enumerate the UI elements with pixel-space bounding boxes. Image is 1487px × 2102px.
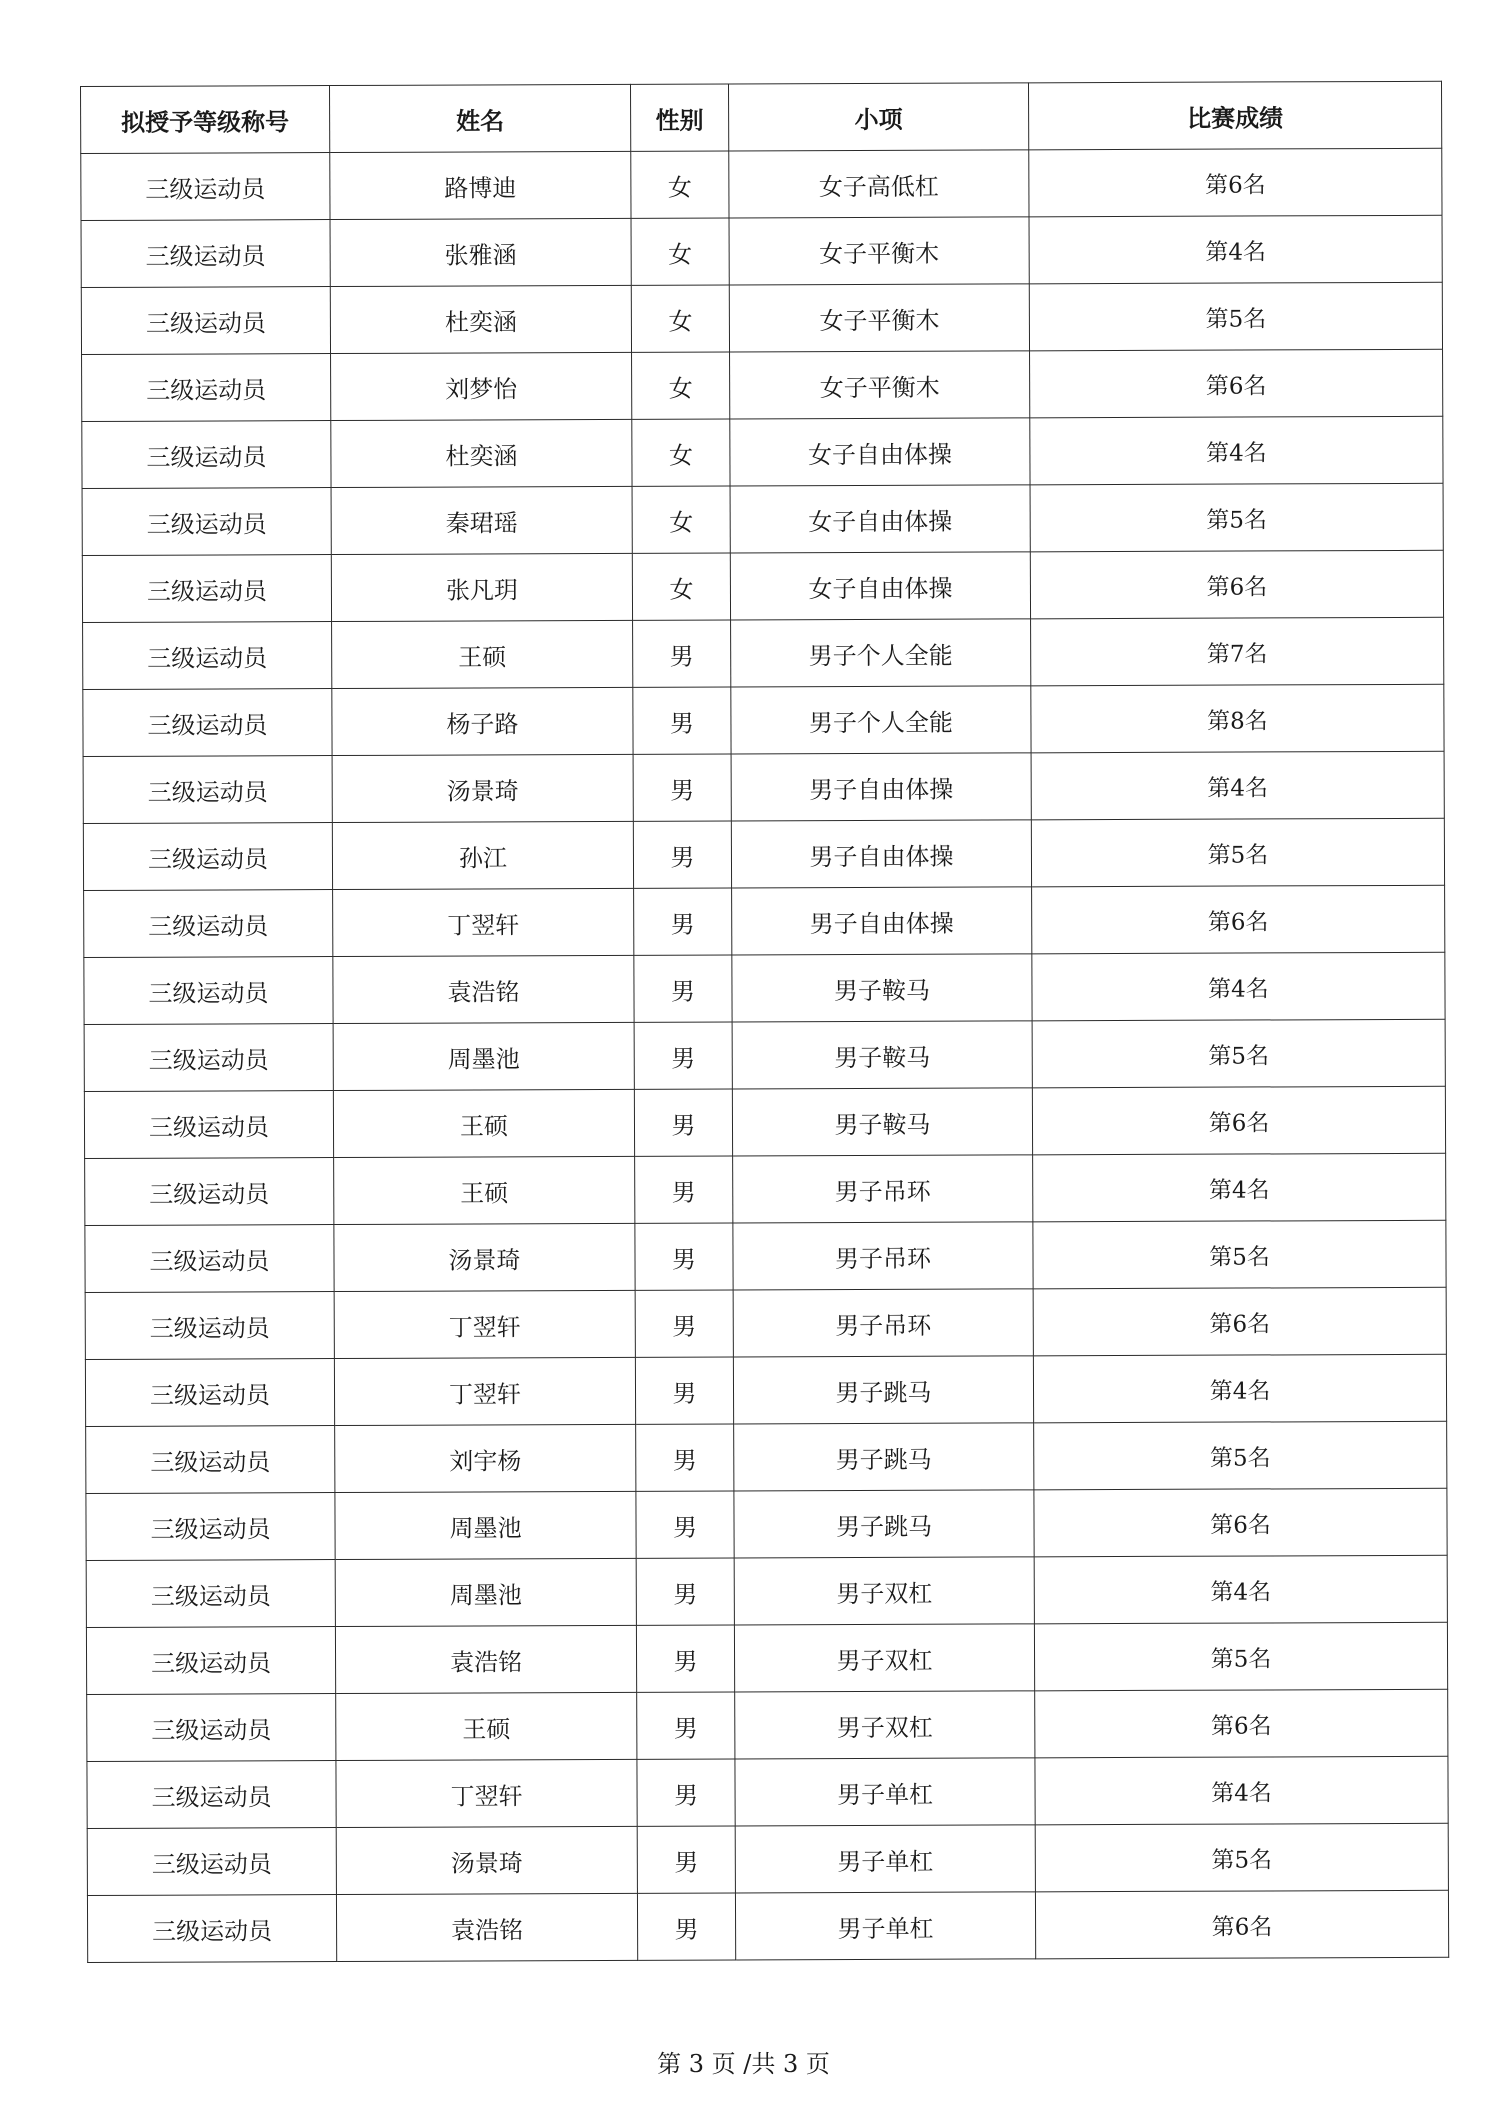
cell-gender: 男 — [635, 1223, 733, 1290]
table-row — [84, 1019, 1445, 1091]
cell-event: 男子双杠 — [735, 1691, 1035, 1759]
table-row — [84, 1086, 1445, 1158]
cell-result: 第6名 — [1032, 1086, 1445, 1155]
cell-result: 第6名 — [1030, 349, 1443, 418]
cell-gender: 女 — [632, 352, 730, 419]
cell-grade-title: 三级运动员 — [83, 689, 332, 757]
cell-event: 男子鞍马 — [732, 1021, 1032, 1089]
header-name: 姓名 — [330, 84, 631, 152]
cell-grade-title: 三级运动员 — [87, 1761, 336, 1829]
cell-result: 第4名 — [1029, 215, 1442, 284]
table-row — [82, 416, 1443, 488]
cell-event: 男子跳马 — [734, 1490, 1034, 1558]
cell-gender: 男 — [633, 620, 731, 687]
cell-grade-title: 三级运动员 — [83, 622, 332, 690]
cell-event: 男子鞍马 — [732, 1088, 1032, 1156]
cell-name: 张凡玥 — [331, 553, 632, 621]
cell-name: 杜奕涵 — [331, 419, 632, 487]
cell-name: 张雅涵 — [330, 218, 631, 286]
cell-event: 女子平衡木 — [730, 351, 1030, 419]
cell-name: 杨子路 — [332, 687, 633, 755]
cell-result: 第6名 — [1035, 1689, 1448, 1758]
cell-result: 第6名 — [1034, 1488, 1447, 1557]
table-row — [82, 483, 1443, 555]
cell-grade-title: 三级运动员 — [87, 1828, 336, 1896]
cell-result: 第7名 — [1031, 617, 1444, 686]
cell-gender: 男 — [637, 1893, 735, 1960]
cell-gender: 女 — [631, 218, 729, 285]
cell-grade-title: 三级运动员 — [84, 957, 333, 1025]
table-row — [84, 885, 1445, 957]
cell-event: 男子个人全能 — [731, 619, 1031, 687]
cell-gender: 男 — [637, 1692, 735, 1759]
cell-grade-title: 三级运动员 — [81, 220, 330, 288]
cell-event: 女子自由体操 — [730, 485, 1030, 553]
cell-name: 汤景琦 — [336, 1826, 637, 1894]
cell-name: 周墨池 — [333, 1022, 634, 1090]
cell-name: 汤景琦 — [334, 1223, 635, 1291]
cell-result: 第4名 — [1030, 416, 1443, 485]
table-body — [81, 148, 1449, 1962]
cell-grade-title: 三级运动员 — [85, 1158, 334, 1226]
cell-event: 女子高低杠 — [729, 150, 1029, 218]
cell-event: 男子吊环 — [733, 1289, 1033, 1357]
header-result: 比赛成绩 — [1028, 81, 1441, 150]
cell-result: 第5名 — [1029, 282, 1442, 351]
cell-name: 袁浩铭 — [333, 955, 634, 1023]
header-grade-title: 拟授予等级称号 — [81, 86, 330, 154]
table-row — [82, 550, 1443, 622]
cell-result: 第6名 — [1030, 550, 1443, 619]
cell-gender: 男 — [633, 821, 731, 888]
cell-grade-title: 三级运动员 — [84, 1091, 333, 1159]
cell-result: 第8名 — [1031, 684, 1444, 753]
table-row — [84, 952, 1445, 1024]
cell-result: 第5名 — [1034, 1421, 1447, 1490]
table-row — [86, 1421, 1447, 1493]
cell-gender: 男 — [636, 1424, 734, 1491]
cell-event: 女子平衡木 — [729, 217, 1029, 285]
cell-name: 丁翌轩 — [333, 888, 634, 956]
cell-gender: 男 — [637, 1826, 735, 1893]
cell-event: 男子单杠 — [735, 1758, 1035, 1826]
cell-grade-title: 三级运动员 — [81, 153, 330, 221]
cell-grade-title: 三级运动员 — [87, 1694, 336, 1762]
table-row — [86, 1488, 1447, 1560]
page-number-footer: 第 3 页 /共 3 页 — [657, 2050, 830, 2078]
header-event: 小项 — [728, 83, 1028, 151]
cell-name: 丁翌轩 — [334, 1357, 635, 1425]
cell-name: 刘梦怡 — [331, 352, 632, 420]
cell-name: 路博迪 — [330, 151, 631, 219]
cell-gender: 女 — [632, 419, 730, 486]
cell-name: 王硕 — [334, 1156, 635, 1224]
cell-result: 第6名 — [1029, 148, 1442, 217]
cell-gender: 女 — [632, 486, 730, 553]
cell-event: 男子鞍马 — [732, 954, 1032, 1022]
cell-grade-title: 三级运动员 — [86, 1627, 335, 1695]
cell-gender: 女 — [631, 285, 729, 352]
cell-name: 丁翌轩 — [334, 1290, 635, 1358]
cell-grade-title: 三级运动员 — [83, 756, 332, 824]
cell-result: 第5名 — [1033, 1220, 1446, 1289]
cell-result: 第6名 — [1032, 885, 1445, 954]
cell-gender: 男 — [634, 888, 732, 955]
cell-grade-title: 三级运动员 — [85, 1359, 334, 1427]
cell-grade-title: 三级运动员 — [85, 1292, 334, 1360]
table-row — [83, 684, 1444, 756]
cell-event: 女子自由体操 — [730, 552, 1030, 620]
cell-event: 男子双杠 — [734, 1557, 1034, 1625]
cell-result: 第6名 — [1035, 1890, 1448, 1959]
cell-name: 秦珺瑶 — [331, 486, 632, 554]
cell-event: 女子自由体操 — [730, 418, 1030, 486]
cell-gender: 男 — [636, 1625, 734, 1692]
cell-name: 周墨池 — [335, 1558, 636, 1626]
cell-name: 孙江 — [332, 821, 633, 889]
cell-event: 男子跳马 — [733, 1356, 1033, 1424]
cell-gender: 男 — [633, 754, 731, 821]
cell-grade-title: 三级运动员 — [86, 1426, 335, 1494]
cell-grade-title: 三级运动员 — [82, 555, 331, 623]
cell-grade-title: 三级运动员 — [84, 890, 333, 958]
table-row — [85, 1220, 1446, 1292]
cell-name: 杜奕涵 — [330, 285, 631, 353]
table-header-row — [81, 81, 1442, 153]
cell-gender: 男 — [634, 1022, 732, 1089]
cell-result: 第4名 — [1035, 1756, 1448, 1825]
cell-grade-title: 三级运动员 — [87, 1895, 336, 1963]
table-row — [87, 1756, 1448, 1828]
table-row — [87, 1890, 1448, 1962]
cell-name: 袁浩铭 — [335, 1625, 636, 1693]
cell-gender: 女 — [631, 151, 729, 218]
cell-gender: 男 — [635, 1357, 733, 1424]
cell-grade-title: 三级运动员 — [85, 1225, 334, 1293]
cell-grade-title: 三级运动员 — [86, 1560, 335, 1628]
cell-grade-title: 三级运动员 — [82, 421, 331, 489]
cell-name: 刘宇杨 — [335, 1424, 636, 1492]
cell-grade-title: 三级运动员 — [86, 1493, 335, 1561]
cell-grade-title: 三级运动员 — [82, 488, 331, 556]
table-row — [82, 349, 1443, 421]
cell-result: 第4名 — [1033, 1354, 1446, 1423]
cell-result: 第5名 — [1035, 1823, 1448, 1892]
cell-name: 王硕 — [336, 1692, 637, 1760]
table-row — [81, 148, 1442, 220]
cell-result: 第5名 — [1031, 818, 1444, 887]
cell-result: 第6名 — [1033, 1287, 1446, 1356]
cell-gender: 男 — [636, 1558, 734, 1625]
cell-gender: 男 — [634, 1089, 732, 1156]
cell-event: 男子自由体操 — [731, 753, 1031, 821]
table-row — [86, 1622, 1447, 1694]
cell-name: 丁翌轩 — [336, 1759, 637, 1827]
table-row — [83, 751, 1444, 823]
table-row — [81, 282, 1442, 354]
cell-event: 男子双杠 — [734, 1624, 1034, 1692]
table-row — [86, 1555, 1447, 1627]
cell-gender: 男 — [635, 1290, 733, 1357]
cell-event: 男子跳马 — [734, 1423, 1034, 1491]
cell-event: 男子单杠 — [735, 1825, 1035, 1893]
cell-gender: 男 — [635, 1156, 733, 1223]
cell-grade-title: 三级运动员 — [84, 1024, 333, 1092]
table-row — [81, 215, 1442, 287]
cell-result: 第4名 — [1031, 751, 1444, 820]
cell-grade-title: 三级运动员 — [81, 287, 330, 355]
cell-grade-title: 三级运动员 — [83, 823, 332, 891]
table-row — [87, 1689, 1448, 1761]
cell-event: 男子吊环 — [733, 1155, 1033, 1223]
cell-event: 男子个人全能 — [731, 686, 1031, 754]
cell-event: 男子自由体操 — [731, 820, 1031, 888]
cell-grade-title: 三级运动员 — [82, 354, 331, 422]
cell-event: 女子平衡木 — [729, 284, 1029, 352]
cell-result: 第5名 — [1034, 1622, 1447, 1691]
cell-name: 汤景琦 — [332, 754, 633, 822]
cell-gender: 男 — [633, 687, 731, 754]
cell-event: 男子自由体操 — [732, 887, 1032, 955]
cell-gender: 男 — [634, 955, 732, 1022]
cell-gender: 男 — [637, 1759, 735, 1826]
cell-gender: 女 — [632, 553, 730, 620]
table-row — [85, 1287, 1446, 1359]
table-row — [83, 617, 1444, 689]
cell-name: 周墨池 — [335, 1491, 636, 1559]
table-row — [85, 1153, 1446, 1225]
cell-result: 第4名 — [1034, 1555, 1447, 1624]
cell-gender: 男 — [636, 1491, 734, 1558]
header-gender: 性别 — [630, 84, 728, 151]
cell-result: 第5名 — [1030, 483, 1443, 552]
cell-result: 第4名 — [1032, 952, 1445, 1021]
cell-event: 男子单杠 — [735, 1892, 1035, 1960]
athlete-grade-table — [80, 81, 1449, 1963]
cell-result: 第4名 — [1033, 1153, 1446, 1222]
cell-name: 王硕 — [333, 1089, 634, 1157]
cell-name: 王硕 — [332, 620, 633, 688]
table-row — [83, 818, 1444, 890]
cell-name: 袁浩铭 — [336, 1893, 637, 1961]
cell-result: 第5名 — [1032, 1019, 1445, 1088]
table-row — [85, 1354, 1446, 1426]
table-row — [87, 1823, 1448, 1895]
cell-event: 男子吊环 — [733, 1222, 1033, 1290]
